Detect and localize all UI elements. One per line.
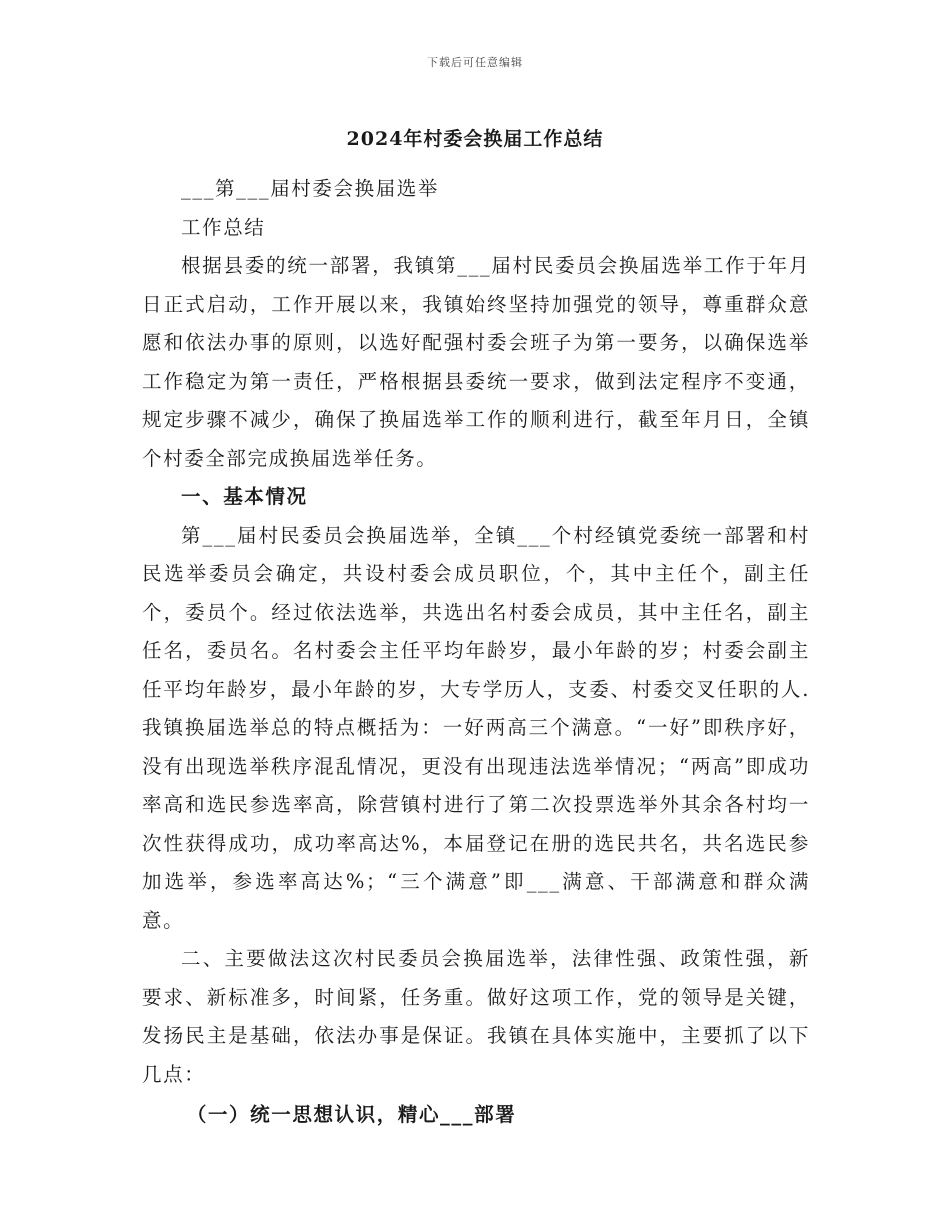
paragraph-basic-situation: 第___届村民委员会换届选举，全镇___个村经镇党委统一部署和村民选举委员会确定，共设村委会成员职位，个，其中主任个，副主任个，委员个。经过依法选举，共选出名村委会成员，其中主任名，副主任名，委员名。名村委会主任平均年龄岁，最小年龄的岁；村委会副主任平均年龄岁，最小年龄的岁，大专学历人，支委、村委交叉任职的人.我镇换届选举总的特点概括为：一好两高三个满意。“一好”即秩序好，没有出现选举秩序混乱情况，更没有出现违法选举情况；“两高”即成功率高和选民参选率高，除营镇村进行了第二次投票选举外其余各村均一次性获得成功，成功率高达%，本届登记在册的选民共名，共名选民参加选举，参选率高达%；“三个满意”即___满意、干部满意和群众满意。 [142,523,810,932]
document-title: 2024年村委会换届工作总结 [346,128,604,150]
paragraph-summary-label: 工作总结 [181,215,266,239]
paragraph-intro: 根据县委的统一部署，我镇第___届村民委员会换届选举工作于年月日正式启动，工作开展以来，我镇始终坚持加强党的领导，尊重群众意愿和依法办事的原则，以选好配强村委会班子为第一要务，以确保选举工作稳定为第一责任，严格根据县委统一要求，做到法定程序不变通，规定步骤不减少，确保了换届选举工作的顺利进行，截至年月日，全镇个村委全部完成换届选举任务。 [142,254,810,470]
section-heading-basic: 一、基本情况 [181,485,308,508]
header-note: 下载后可任意编辑 [427,56,523,69]
subsection-heading-1: （一）统一思想认识，精心___部署 [186,1103,517,1126]
paragraph-main-practices: 二、主要做法这次村民委员会换届选举，法律性强、政策性强，新要求、新标准多，时间紧，任务重。做好这项工作，党的领导是关键，发扬民主是基础，依法办事是保证。我镇在具体实施中，主要抓了以下几点： [142,947,810,1086]
document-body [142,170,810,1135]
paragraph-election-line: ___第___届村委会换届选举 [181,177,439,200]
